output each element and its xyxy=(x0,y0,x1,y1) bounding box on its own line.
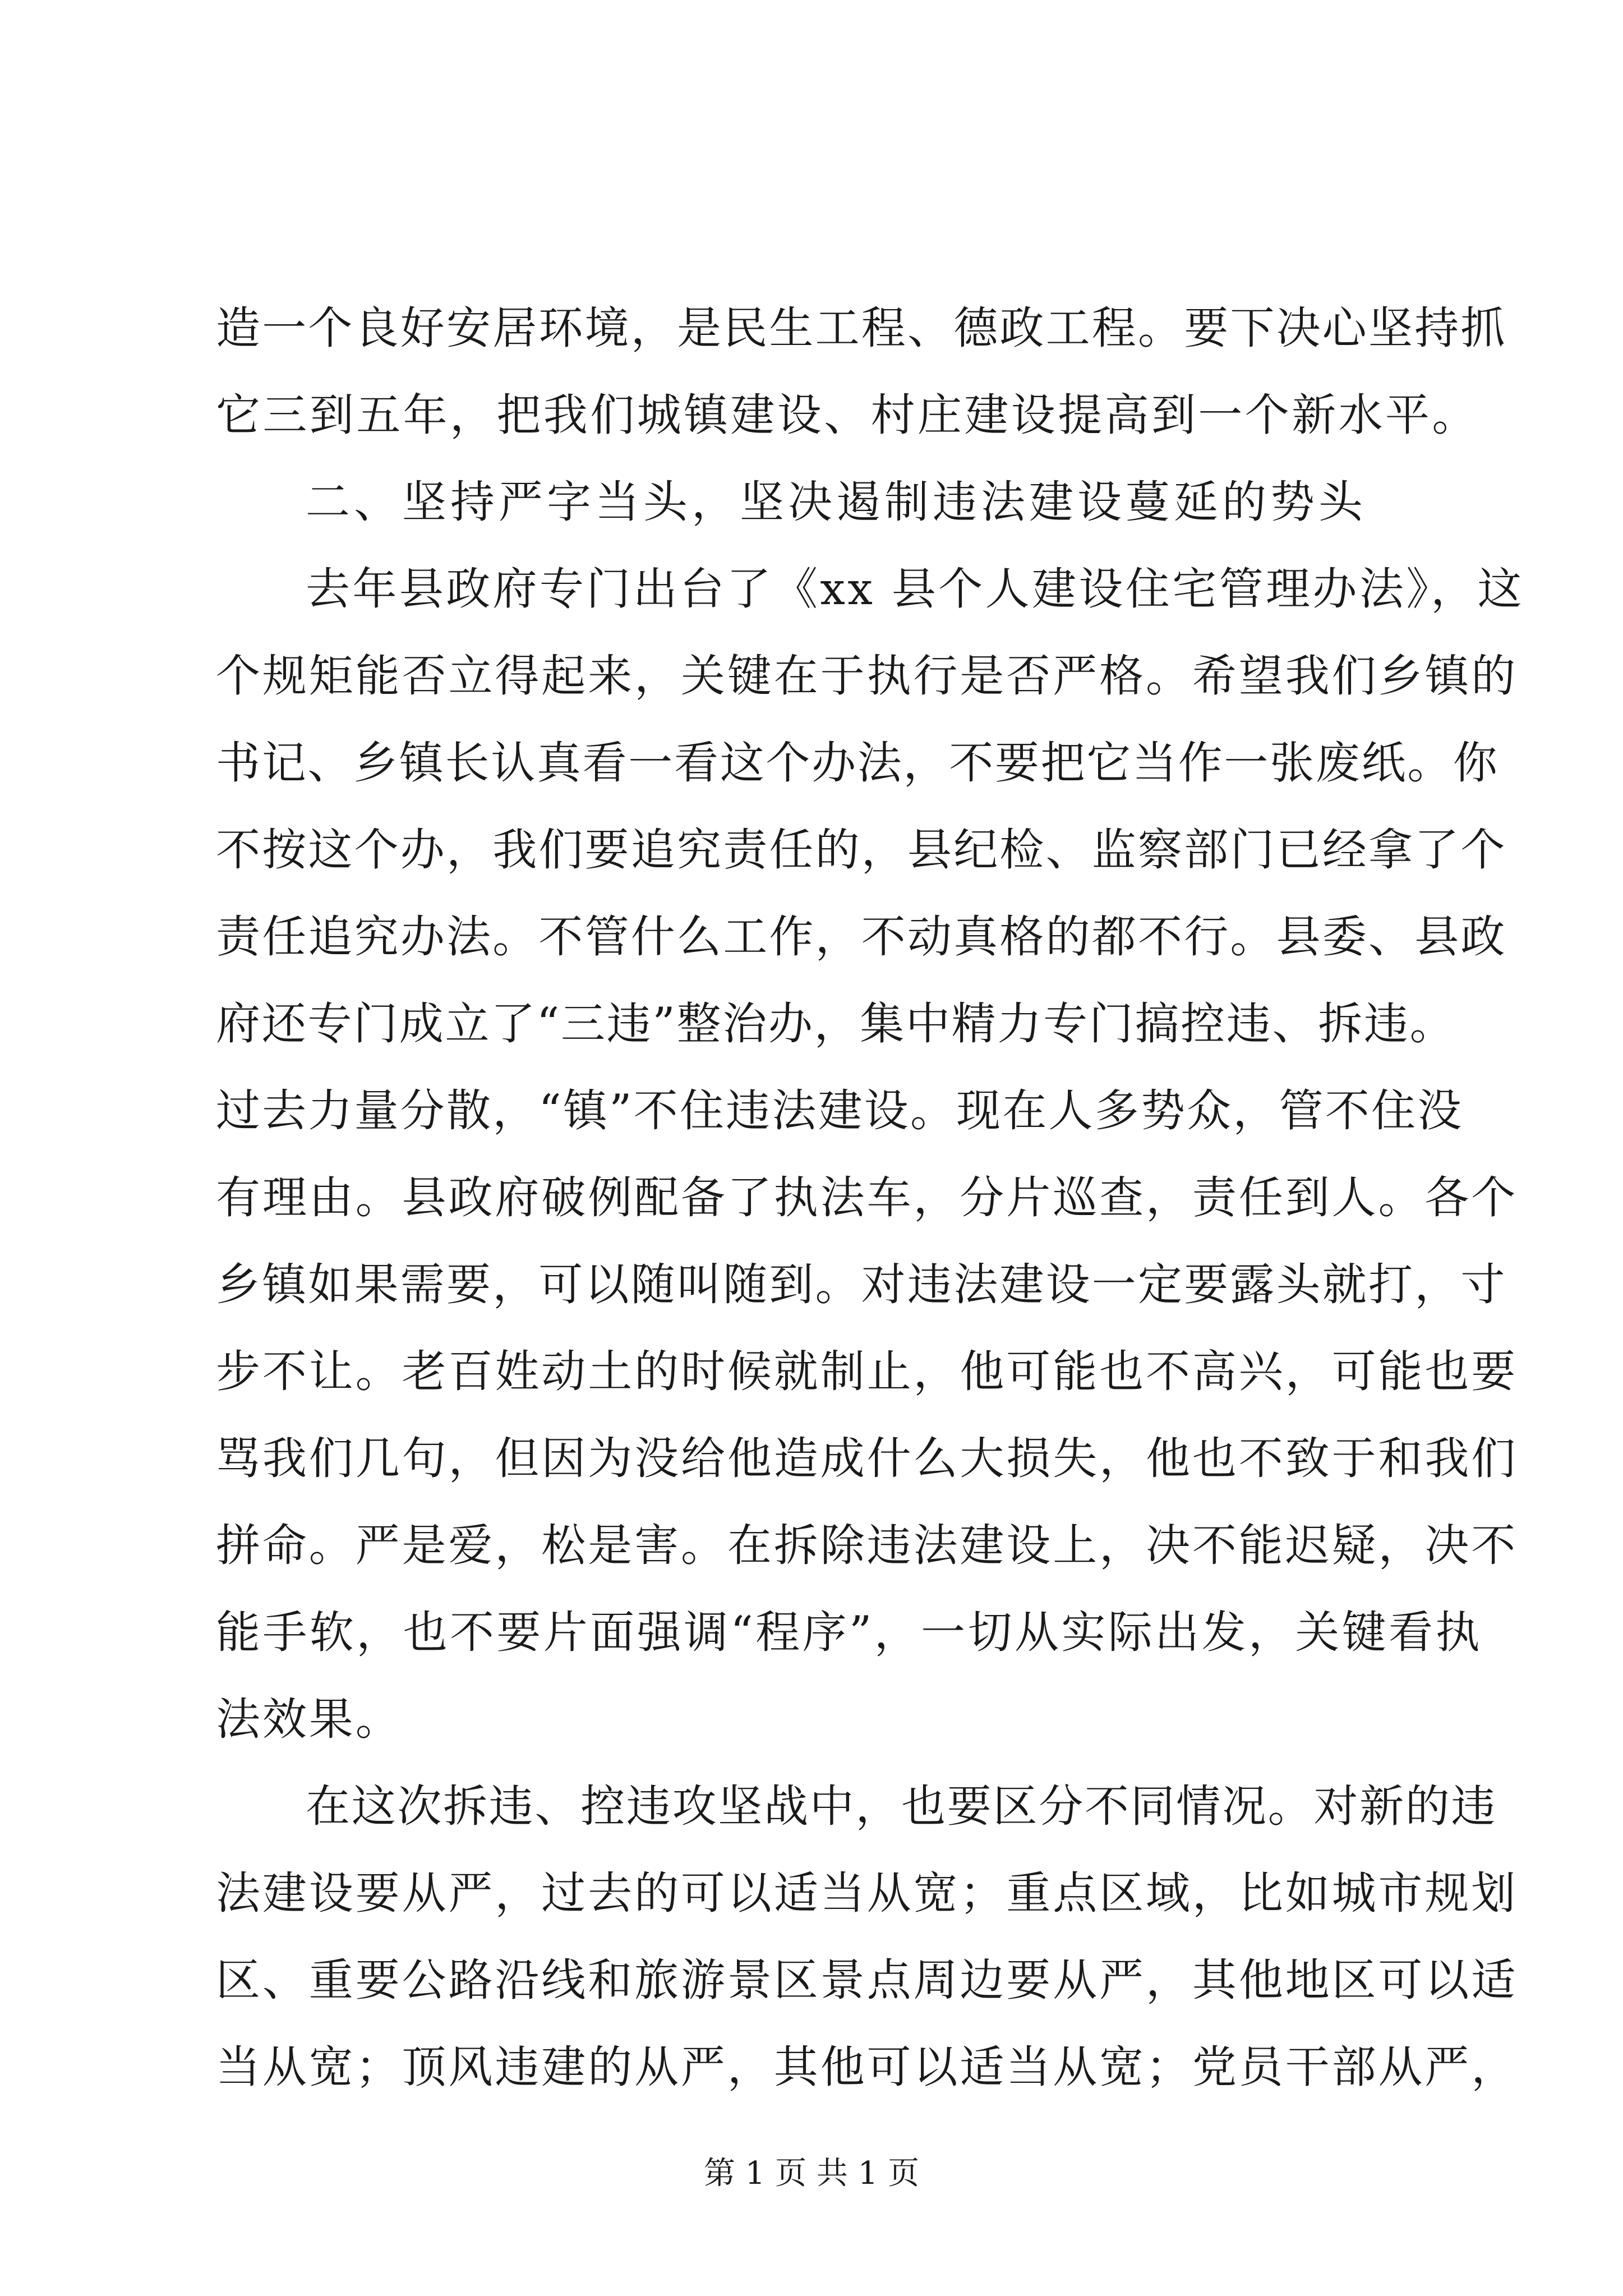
text-line: 责任追究办法。不管什么工作，不动真格的都不行。县委、县政 xyxy=(216,911,1507,963)
text-line: 步不让。老百姓动土的时候就制止，他可能也不高兴，可能也要 xyxy=(216,1346,1518,1397)
text-line: 法效果。 xyxy=(216,1694,402,1745)
text-line: 能手软，也不要片面强调“程序”，一切从实际出发，关键看执 xyxy=(216,1607,1482,1658)
text-line: 乡镇如果需要，可以随叫随到。对违法建设一定要露头就打，寸 xyxy=(216,1259,1507,1310)
text-line: 个规矩能否立得起来，关键在于执行是否严格。希望我们乡镇的 xyxy=(216,650,1518,702)
text-line: 法建设要从严，过去的可以适当从宽；重点区域，比如城市规划 xyxy=(216,1867,1518,1919)
page-number-footer: 第 1 页 共 1 页 xyxy=(703,2155,920,2192)
text-line: 不按这个办，我们要追究责任的，县纪检、监察部门已经拿了个 xyxy=(216,824,1507,876)
text-line: 区、重要公路沿线和旅游景区景点周边要从严，其他地区可以适 xyxy=(216,1954,1518,2006)
text-line: 去年县政府专门出台了《xx 县个人建设住宅管理办法》，这 xyxy=(306,563,1524,615)
text-line: 书记、乡镇长认真看一看这个办法，不要把它当作一张废纸。你 xyxy=(216,737,1499,789)
text-line: 造一个良好安居环境，是民生工程、德政工程。要下决心坚持抓 xyxy=(216,302,1507,354)
text-line: 拼命。严是爱，松是害。在拆除违法建设上，决不能迟疑，决不 xyxy=(216,1520,1518,1571)
text-line: 府还专门成立了“三违”整治办，集中精力专门搞控违、拆违。 xyxy=(216,998,1456,1050)
text-line: 骂我们几句，但因为没给他造成什么大损失，他也不致于和我们 xyxy=(216,1433,1518,1484)
text-line: 过去力量分散，“镇”不住违法建设。现在人多势众，管不住没 xyxy=(216,1085,1464,1137)
text-line: 在这次拆违、控违攻坚战中，也要区分不同情况。对新的违 xyxy=(306,1780,1497,1832)
section-heading: 二、坚持严字当头，坚决遏制违法建设蔓延的势头 xyxy=(306,476,1367,528)
text-line: 它三到五年，把我们城镇建设、村庄建设提高到一个新水平。 xyxy=(216,389,1479,441)
text-line: 有理由。县政府破例配备了执法车，分片巡查，责任到人。各个 xyxy=(216,1172,1518,1223)
text-line: 当从宽；顶风违建的从严，其他可以适当从宽；党员干部从严， xyxy=(216,2041,1518,2093)
